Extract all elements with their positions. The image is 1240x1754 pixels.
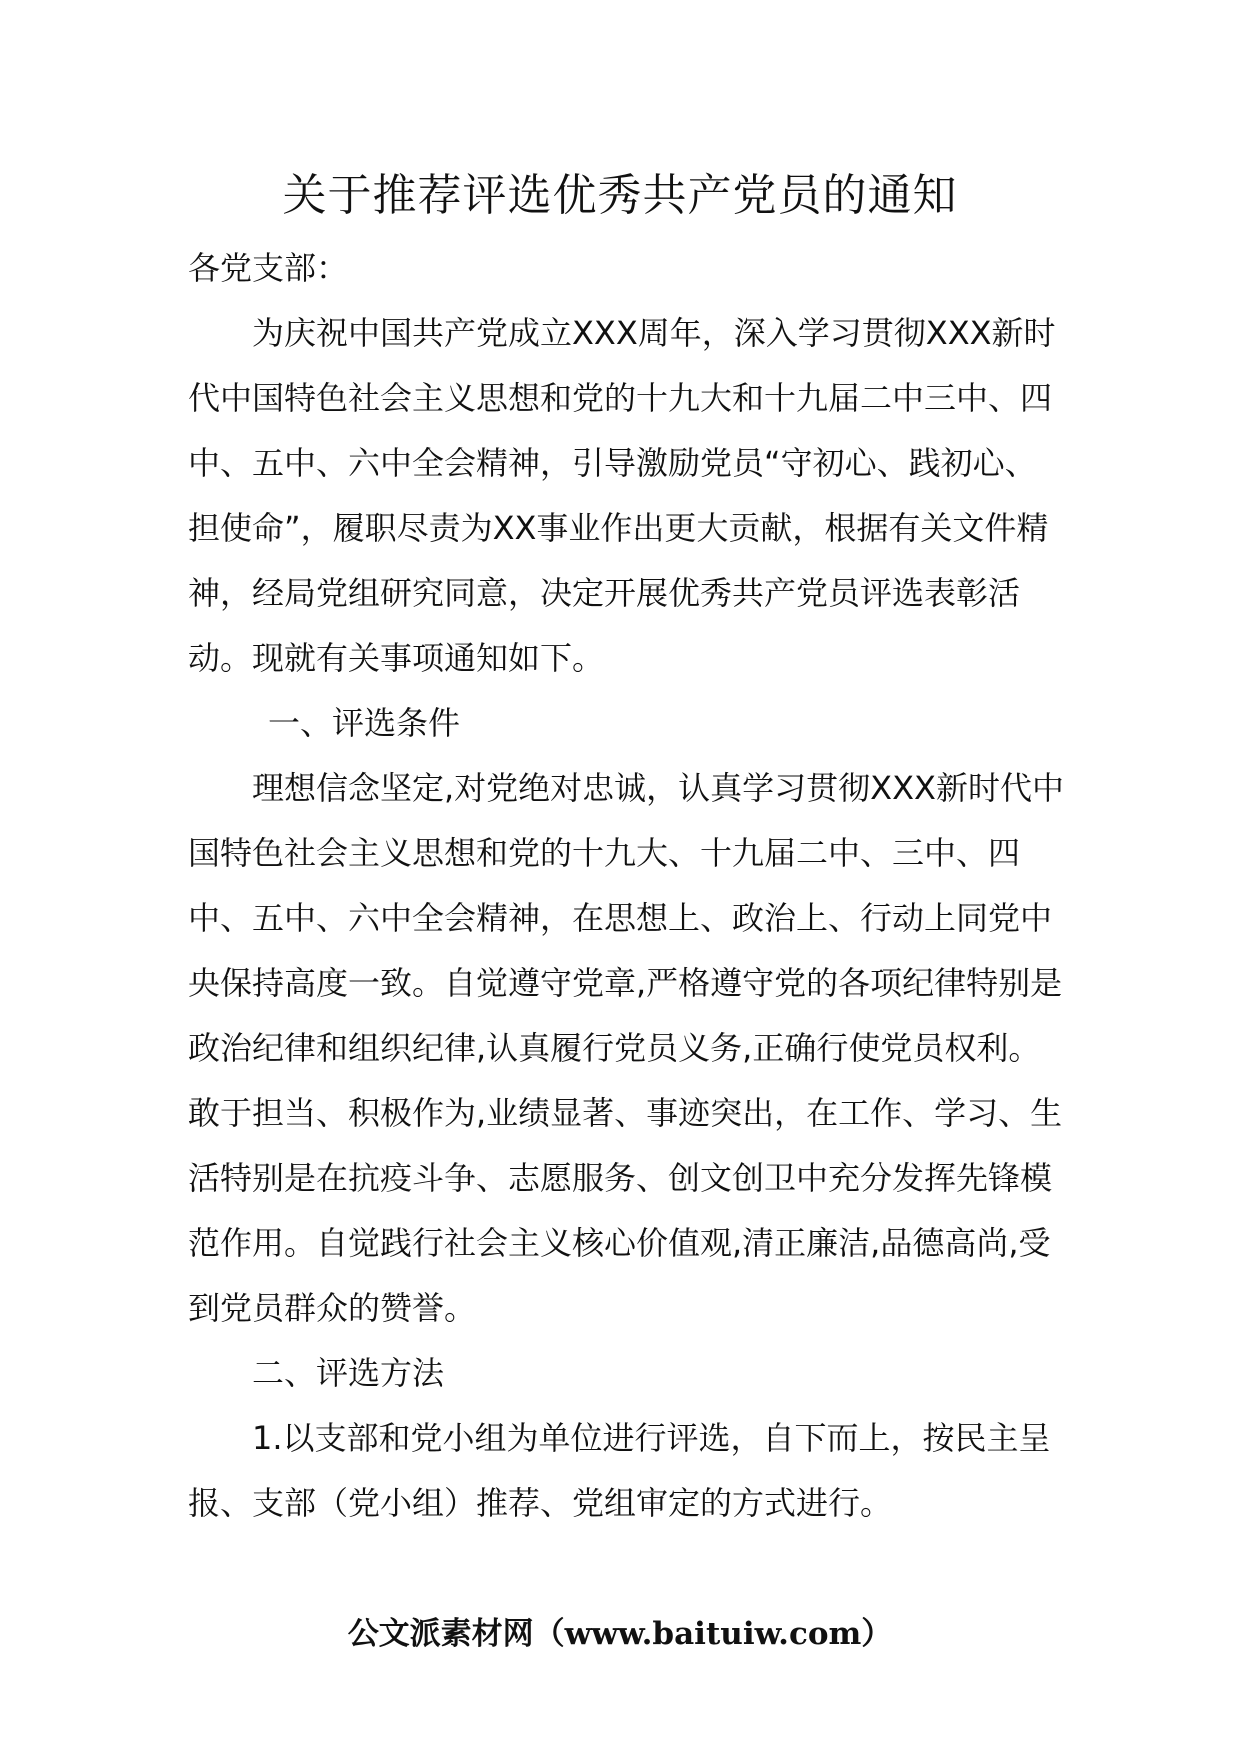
- section-heading-method: 二、评选方法: [252, 1354, 445, 1392]
- document-title: 关于推荐评选优秀共产党员的通知: [282, 170, 958, 221]
- method-paragraph-1: 1.以支部和党小组为单位进行评选，自下而上，按民主呈报、支部（党小组）推荐、党组审定的方式进行。: [188, 1419, 1051, 1522]
- footer-watermark: 公文派素材网（www.baituiw.com）: [347, 1616, 893, 1652]
- section-heading-criteria: 一、评选条件: [268, 704, 461, 742]
- criteria-paragraph: 理想信念坚定,对党绝对忠诚，认真学习贯彻XXX新时代中国特色社会主义思想和党的十九大、十九届二中、三中、四中、五中、六中全会精神，在思想上、政治上、行动上同党中央保持高度一致。自觉遵守党章,严格遵守党的各项纪律特别是政治纪律和组织纪律,认真履行党员义务,正确行使党员权利。敢于担当、积极作为,业绩显著、事迹突出，在工作、学习、生活特别是在抗疫斗争、志愿服务、创文创卫中充分发挥先锋模范作用。自觉践行社会主义核心价值观,清正廉洁,品德高尚,受到党员群众的赞誉。: [188, 769, 1064, 1327]
- document-body: [188, 236, 1068, 1536]
- intro-paragraph: 为庆祝中国共产党成立XXX周年，深入学习贯彻XXX新时代中国特色社会主义思想和党的十九大和十九届二中三中、四中、五中、六中全会精神，引导激励党员“守初心、践初心、担使命”，履职尽责为XX事业作出更大贡献，根据有关文件精神，经局党组研究同意，决定开展优秀共产党员评选表彰活动。现就有关事项通知如下。: [188, 314, 1056, 677]
- salutation: 各党支部：: [188, 249, 349, 287]
